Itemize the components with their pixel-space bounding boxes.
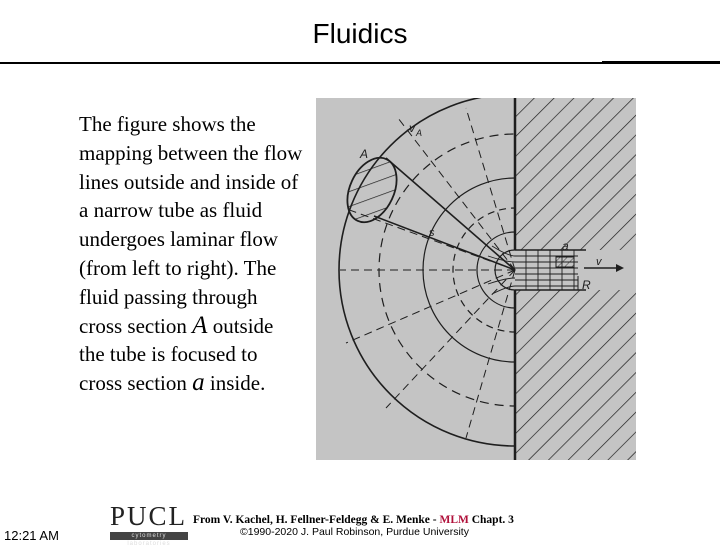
credit-prefix: From V. Kachel, H. Fellner-Feldegg & E. Menke - [193,514,440,526]
label-s: s [429,227,435,239]
label-A: A [360,147,369,161]
laminar-flow-figure [316,98,636,460]
label-vA-subscript: A [416,128,423,138]
credit-mlm: MLM [439,514,469,526]
variable-A: A [192,311,208,339]
title-divider-accent [602,61,720,64]
tube-wall-hatch-lower [515,290,636,460]
footer-time: 12:21 AM [4,528,59,543]
label-R: R [582,278,591,292]
pucl-logo [110,501,188,547]
label-v: v [596,256,602,268]
logo-text: PUCL [110,501,188,531]
copyright-text: ©1990-2020 J. Paul Robinson, Purdue University [240,526,469,538]
variable-a: a [192,369,205,397]
slide-body-text [79,110,304,398]
slide-title: Fluidics [312,18,408,49]
cross-section-a [556,257,574,267]
body-text-part-3: inside. [204,371,266,396]
body-text-part-1: The figure shows the mapping between the flow lines outside and inside of a narrow tube as fluid undergoes laminar flow (from left to right). The fluid passing through cross section [79,112,303,338]
tube-wall-hatch-upper [515,98,636,250]
body-text-part-2: outside the tube is focused to cross section [79,313,274,396]
credit-suffix: Chapt. 3 [468,514,514,526]
source-credit [193,514,514,526]
label-vA: v [409,121,415,135]
label-a: a [562,239,569,253]
logo-subtext: cytometry laboratories [110,532,188,540]
